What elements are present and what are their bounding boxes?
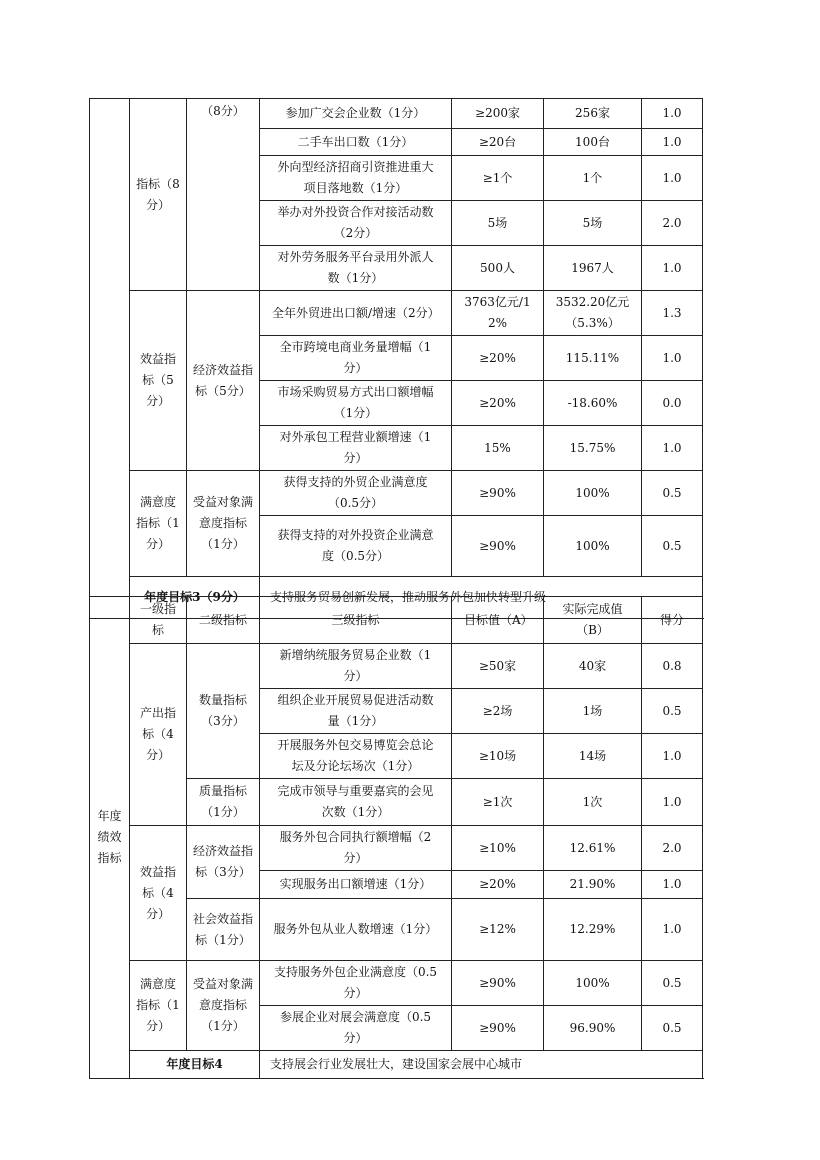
header-target: 目标值（A） [452, 597, 544, 644]
actual-cell: 256家 [544, 99, 642, 129]
level3-cell: 外向型经济招商引资推进重大项目落地数（1分） [260, 156, 452, 201]
target-cell: ≥20台 [452, 129, 544, 156]
score-cell: 1.0 [642, 899, 703, 961]
level2-satisfaction2: 受益对象满意度指标（1分） [187, 961, 260, 1051]
score-cell: 0.5 [642, 1006, 703, 1051]
target-cell: ≥10场 [452, 734, 544, 779]
level3-cell: 对外劳务服务平台录用外派人数（1分） [260, 246, 452, 291]
level3-cell: 服务外包从业人数增速（1分） [260, 899, 452, 961]
target-cell: 5场 [452, 201, 544, 246]
level3-cell: 支持服务外包企业满意度（0.5分） [260, 961, 452, 1006]
target-cell: ≥1个 [452, 156, 544, 201]
level2-satisfaction1: 受益对象满意度指标（1分） [187, 471, 260, 577]
target-cell: ≥10% [452, 826, 544, 871]
score-cell: 1.0 [642, 246, 703, 291]
actual-cell: 14场 [544, 734, 642, 779]
target-cell: ≥1次 [452, 779, 544, 826]
level1-top: 指标（8分） [130, 99, 187, 291]
annual-indicator-cell-top [90, 99, 130, 619]
target-cell: ≥2场 [452, 689, 544, 734]
actual-cell: -18.60% [544, 381, 642, 426]
score-cell: 2.0 [642, 826, 703, 871]
actual-cell: 115.11% [544, 336, 642, 381]
level1-satisfaction1: 满意度指标（1分） [130, 471, 187, 577]
score-cell: 1.0 [642, 426, 703, 471]
target-cell: ≥20% [452, 381, 544, 426]
table-row [90, 961, 703, 1006]
level3-cell: 二手车出口数（1分） [260, 129, 452, 156]
target-cell: ≥50家 [452, 644, 544, 689]
score-cell: 1.0 [642, 734, 703, 779]
target-cell: ≥90% [452, 471, 544, 516]
goal3-text: 支持服务贸易创新发展，推动服务外包加快转型升级 [260, 577, 703, 619]
header-level1: 一级指标 [130, 597, 187, 644]
level1-output: 产出指标（4分） [130, 644, 187, 826]
score-cell: 0.8 [642, 644, 703, 689]
level2-top: （8分） [187, 99, 260, 291]
goal4-text: 支持展会行业发展壮大，建设国家会展中心城市 [260, 1051, 703, 1079]
table-row [90, 644, 703, 689]
level3-cell: 组织企业开展贸易促进活动数量（1分） [260, 689, 452, 734]
actual-cell: 1场 [544, 689, 642, 734]
table-row [90, 291, 703, 336]
score-cell: 1.0 [642, 99, 703, 129]
score-cell: 0.0 [642, 381, 703, 426]
level2-social: 社会效益指标（1分） [187, 899, 260, 961]
actual-cell: 21.90% [544, 871, 642, 899]
target-cell: ≥90% [452, 1006, 544, 1051]
level1-satisfaction2: 满意度指标（1分） [130, 961, 187, 1051]
table-row [90, 471, 703, 516]
actual-cell: 1次 [544, 779, 642, 826]
level3-cell: 举办对外投资合作对接活动数（2分） [260, 201, 452, 246]
actual-cell: 12.61% [544, 826, 642, 871]
header-row [90, 597, 703, 644]
header-level3: 三级指标 [260, 597, 452, 644]
level3-cell: 完成市领导与重要嘉宾的会见次数（1分） [260, 779, 452, 826]
goal4-row [90, 1051, 703, 1079]
level3-cell: 实现服务出口额增速（1分） [260, 871, 452, 899]
level3-cell: 服务外包合同执行额增幅（2分） [260, 826, 452, 871]
level3-cell: 市场采购贸易方式出口额增幅（1分） [260, 381, 452, 426]
annual-indicator-label: 年度绩效指标 [90, 597, 130, 1079]
goal4-label: 年度目标4 [130, 1051, 260, 1079]
target-cell: 500人 [452, 246, 544, 291]
table-row [90, 99, 703, 129]
actual-cell: 1967人 [544, 246, 642, 291]
level2-economic: 经济效益指标（3分） [187, 826, 260, 899]
level3-cell: 获得支持的外贸企业满意度（0.5分） [260, 471, 452, 516]
performance-table [89, 98, 703, 619]
level2-benefit1: 经济效益指标（5分） [187, 291, 260, 471]
performance-table-lower [89, 596, 703, 1079]
target-cell: ≥20% [452, 871, 544, 899]
goal3-label: 年度目标3（9分） [130, 577, 260, 619]
target-cell: ≥20% [452, 336, 544, 381]
score-cell: 1.3 [642, 291, 703, 336]
target-cell: ≥200家 [452, 99, 544, 129]
score-cell: 1.0 [642, 129, 703, 156]
actual-cell: 96.90% [544, 1006, 642, 1051]
actual-cell: 1个 [544, 156, 642, 201]
score-cell: 0.5 [642, 961, 703, 1006]
level2-quantity: 数量指标（3分） [187, 644, 260, 779]
level3-cell: 全市跨境电商业务量增幅（1分） [260, 336, 452, 381]
level2-quality: 质量指标（1分） [187, 779, 260, 826]
actual-cell: 15.75% [544, 426, 642, 471]
score-cell: 0.5 [642, 516, 703, 577]
actual-cell: 100% [544, 516, 642, 577]
score-cell: 0.5 [642, 471, 703, 516]
header-score: 得分 [642, 597, 703, 644]
actual-cell: 12.29% [544, 899, 642, 961]
level3-cell: 新增纳统服务贸易企业数（1分） [260, 644, 452, 689]
actual-cell: 40家 [544, 644, 642, 689]
table-row [90, 826, 703, 871]
level3-cell: 参加广交会企业数（1分） [260, 99, 452, 129]
target-cell: ≥12% [452, 899, 544, 961]
header-actual: 实际完成值（B） [544, 597, 642, 644]
score-cell: 1.0 [642, 779, 703, 826]
actual-cell: 3532.20亿元（5.3%） [544, 291, 642, 336]
actual-cell: 100% [544, 961, 642, 1006]
score-cell: 1.0 [642, 336, 703, 381]
score-cell: 0.5 [642, 689, 703, 734]
level1-benefit2: 效益指标（4分） [130, 826, 187, 961]
target-cell: ≥90% [452, 961, 544, 1006]
target-cell: 15% [452, 426, 544, 471]
actual-cell: 100台 [544, 129, 642, 156]
level1-benefit1: 效益指标（5分） [130, 291, 187, 471]
level3-cell: 全年外贸进出口额/增速（2分） [260, 291, 452, 336]
actual-cell: 5场 [544, 201, 642, 246]
score-cell: 1.0 [642, 871, 703, 899]
target-cell: ≥90% [452, 516, 544, 577]
score-cell: 1.0 [642, 156, 703, 201]
level3-cell: 参展企业对展会满意度（0.5分） [260, 1006, 452, 1051]
score-cell: 2.0 [642, 201, 703, 246]
target-cell: 3763亿元/12% [452, 291, 544, 336]
header-level2: 二级指标 [187, 597, 260, 644]
actual-cell: 100% [544, 471, 642, 516]
level3-cell: 对外承包工程营业额增速（1分） [260, 426, 452, 471]
level3-cell: 获得支持的对外投资企业满意度（0.5分） [260, 516, 452, 577]
level3-cell: 开展服务外包交易博览会总论坛及分论坛场次（1分） [260, 734, 452, 779]
